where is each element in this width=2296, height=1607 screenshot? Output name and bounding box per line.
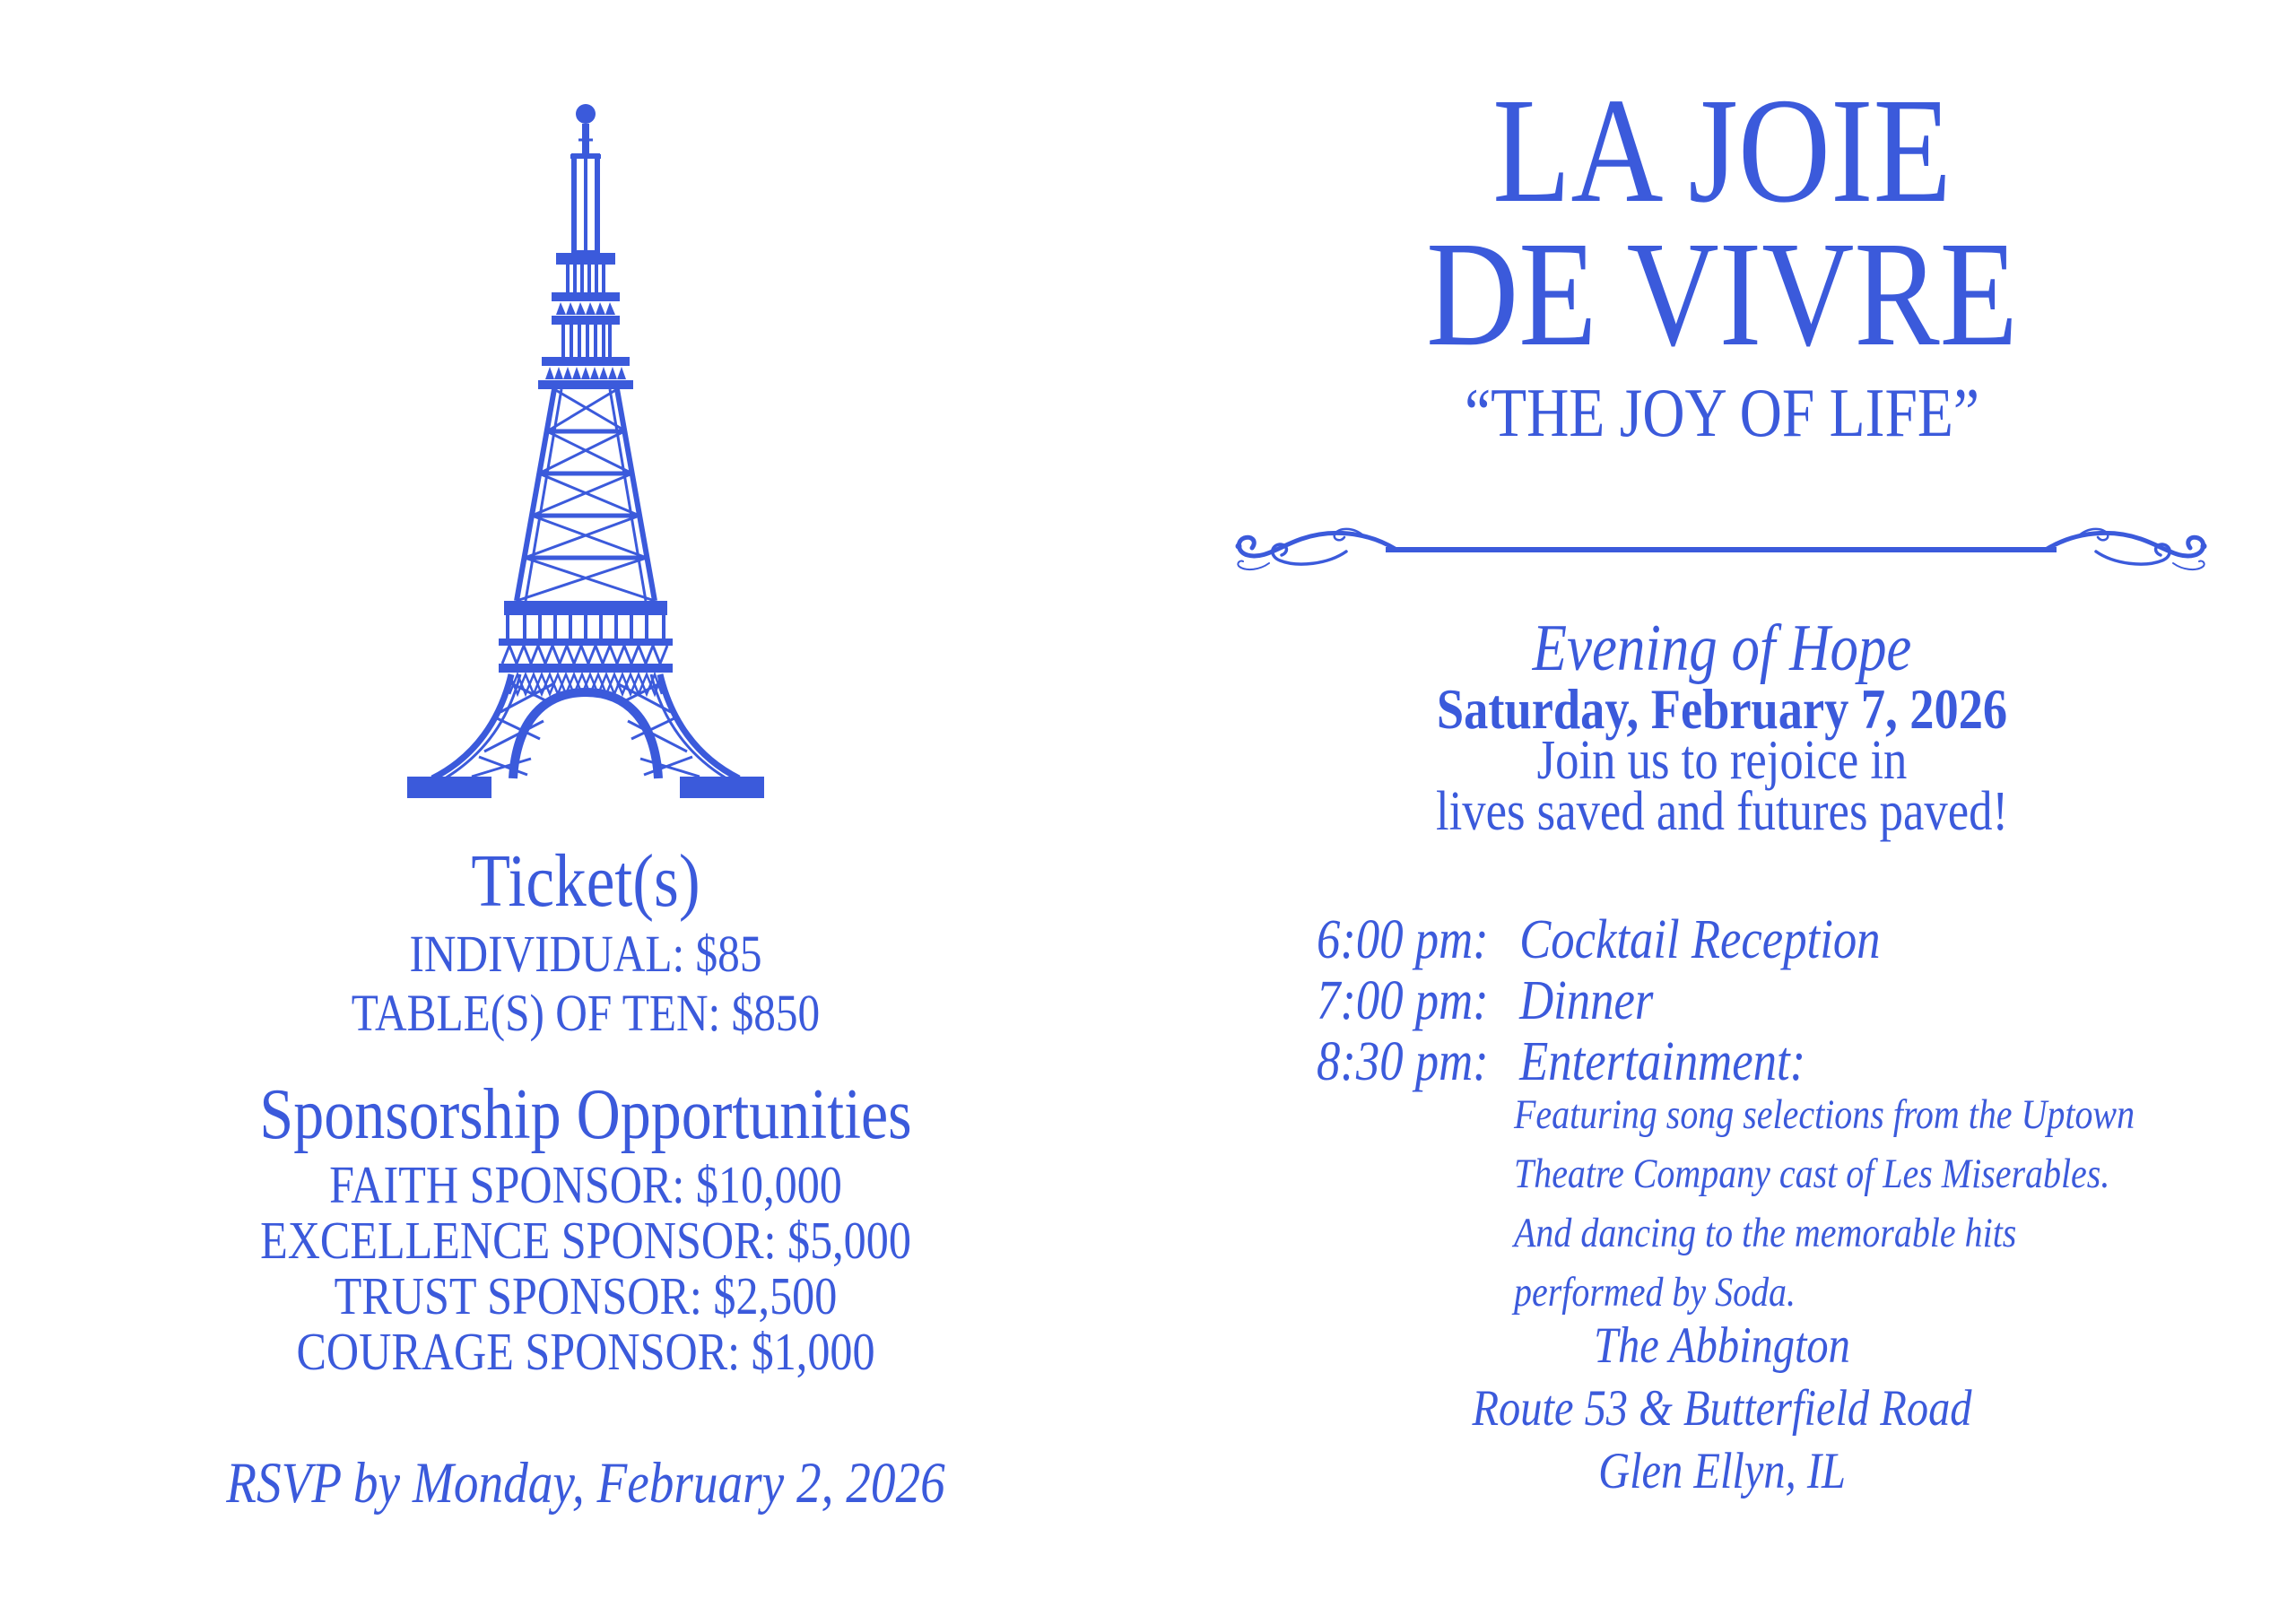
venue-name: The Abbington	[1594, 1317, 1850, 1374]
event-tagline-line1: Join us to rejoice in	[1536, 730, 1908, 791]
event-subtitle: “THE JOY OF LIFE”	[1465, 374, 1979, 451]
sponsorship-heading: Sponsorship Opportunities	[259, 1075, 912, 1154]
ticket-price-table: TABLE(S) OF TEN: $850	[351, 984, 821, 1042]
entertainment-note-line: Featuring song selections from the Uptown	[1514, 1091, 2135, 1138]
schedule-row-dinner	[1317, 970, 2079, 1031]
tickets-heading: Ticket(s)	[471, 839, 700, 923]
ornamental-divider	[1233, 524, 2209, 576]
event-name: Evening of Hope	[1532, 612, 1912, 685]
sponsor-level-excellence: EXCELLENCE SPONSOR: $5,000	[260, 1211, 911, 1270]
schedule-activity: Dinner	[1519, 970, 1654, 1031]
sponsorship-section	[0, 1073, 1171, 1379]
event-date: Saturday, February 7, 2026	[1436, 677, 2008, 741]
event-title-line1: LA JOIE	[1492, 67, 1952, 234]
schedule-activity: Entertainment:	[1519, 1031, 1806, 1092]
venue	[1148, 1315, 2296, 1503]
schedule-row-cocktail	[1317, 909, 2079, 970]
event-tagline-line2: lives saved and futures paved!	[1435, 781, 2009, 842]
schedule-activity: Cocktail Reception	[1519, 909, 1881, 970]
schedule-time: 7:00 pm:	[1317, 970, 1489, 1031]
entertainment-note-line: And dancing to the memorable hits	[1514, 1210, 2017, 1256]
event-details	[1148, 612, 2296, 842]
rsvp-line: RSVP by Monday, February 2, 2026	[226, 1451, 945, 1516]
sponsor-level-trust: TRUST SPONSOR: $2,500	[334, 1266, 838, 1325]
ticket-price-individual: INDIVIDUAL: $85	[409, 925, 762, 983]
venue-city: Glen Ellyn, IL	[1598, 1443, 1846, 1499]
eiffel-tower-icon	[404, 100, 768, 809]
schedule-time: 6:00 pm:	[1317, 909, 1489, 970]
entertainment-note-line: Theatre Company cast of Les Miserables.	[1514, 1151, 2110, 1197]
event-title-line2: DE VIVRE	[1426, 211, 2018, 378]
tickets-section	[0, 838, 1171, 1043]
schedule-row-entertainment	[1317, 1031, 2079, 1092]
schedule-time: 8:30 pm:	[1317, 1031, 1489, 1092]
sponsor-level-courage: COURAGE SPONSOR: $1,000	[296, 1322, 875, 1381]
event-title	[1148, 67, 2296, 378]
entertainment-note-line: performed by Soda.	[1514, 1269, 1796, 1316]
venue-address: Route 53 & Butterfield Road	[1472, 1380, 1972, 1437]
sponsor-level-faith: FAITH SPONSOR: $10,000	[329, 1155, 842, 1214]
entertainment-note	[1514, 1085, 2296, 1322]
schedule	[1317, 909, 2213, 1092]
